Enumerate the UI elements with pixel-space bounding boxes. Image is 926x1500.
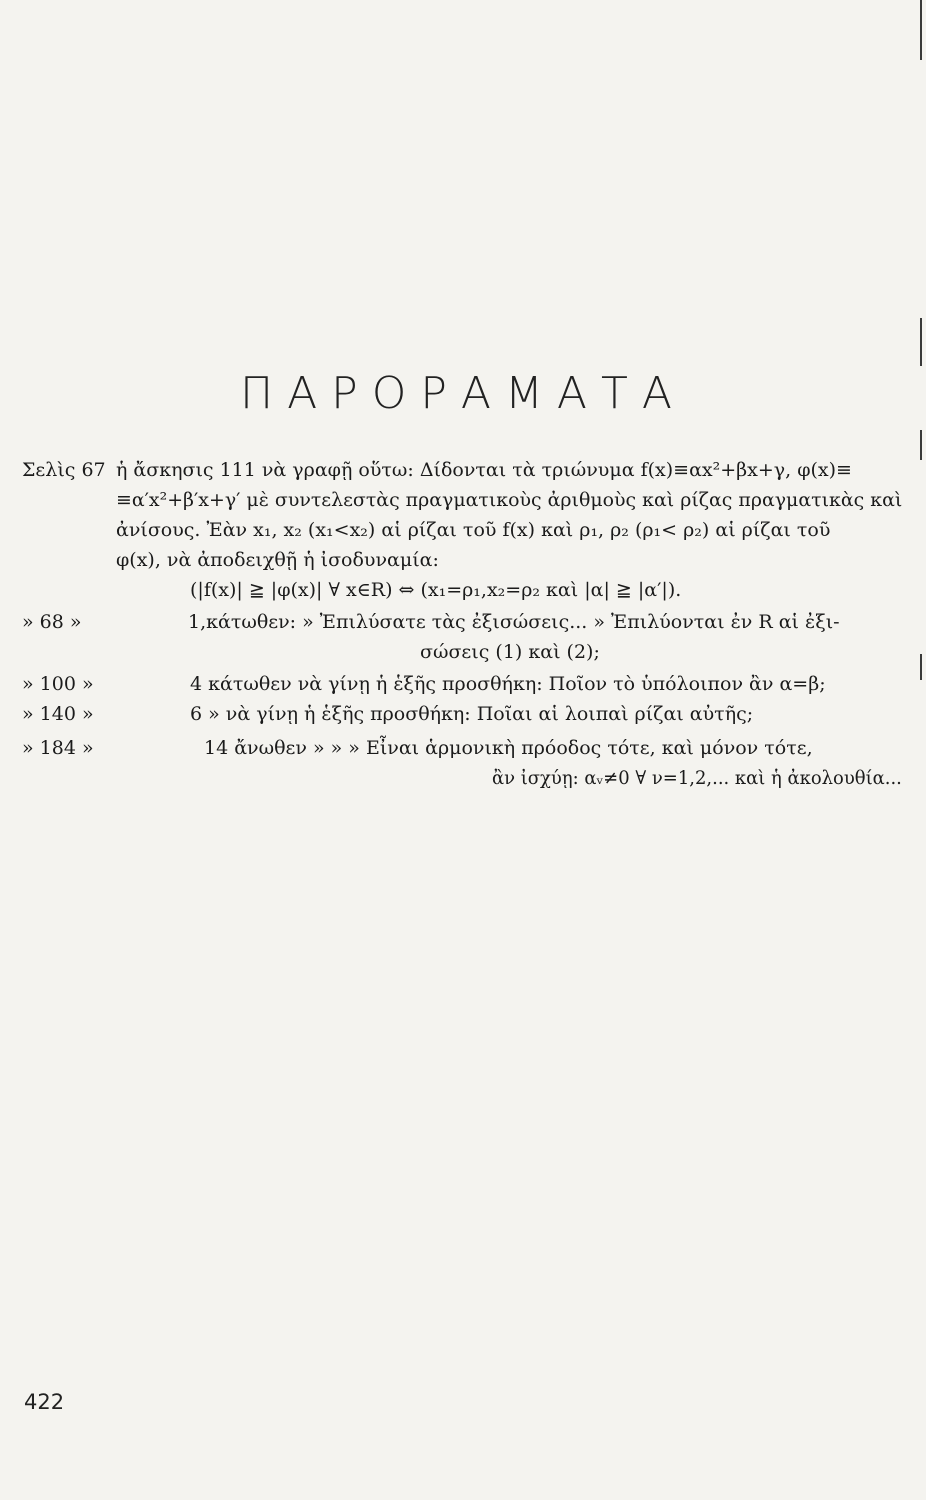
page-edge-mark xyxy=(920,430,922,460)
page-edge-mark xyxy=(920,654,922,680)
page-edge-mark xyxy=(920,318,922,366)
entry-text: ἡ ἄσκησις 111 νὰ γραφῇ οὕτω: Δίδονται τὰ τριώνυμα f(x)≡αx²+βx+γ, φ(x)≡ xyxy=(116,459,852,481)
entry-text: ἂν ἰσχύῃ: αᵥ≠0 ∀ ν=1,2,... καὶ ἡ ἀκολουθία... xyxy=(492,767,902,789)
entry-text: 14 ἄνωθεν » » » Εἶναι ἁρμονικὴ πρόοδος τότε, καὶ μόνον τότε, xyxy=(204,737,813,759)
page-reference: Σελὶς 67 xyxy=(22,459,106,481)
page-title: ΠΑΡΟΡΑΜΑΤΑ xyxy=(239,368,687,419)
page-reference: » 100 » xyxy=(22,673,94,695)
page-reference: » 68 » xyxy=(22,611,82,633)
entry-text: 1,κάτωθεν: » Ἐπιλύσατε τὰς ἐξισώσεις... » Ἐπιλύονται ἐν R αἱ ἐξι- xyxy=(188,611,840,633)
entry-text: ≡α′x²+β′x+γ′ μὲ συντελεστὰς πραγματικοὺς ἀριθμοὺς καὶ ρίζας πραγματικὰς καὶ xyxy=(116,489,903,511)
page-edge-mark xyxy=(920,0,922,60)
page-number: 422 xyxy=(24,1390,65,1414)
entry-text: σώσεις (1) καὶ (2); xyxy=(420,641,600,663)
page-reference: » 140 » xyxy=(22,703,94,725)
page-reference: » 184 » xyxy=(22,737,94,759)
entry-text: 4 κάτωθεν νὰ γίνῃ ἡ ἑξῆς προσθήκη: Ποῖον τὸ ὑπόλοιπον ἂν α=β; xyxy=(190,673,826,695)
entry-text: 6 » νὰ γίνῃ ἡ ἑξῆς προσθήκη: Ποῖαι αἱ λοιπαὶ ρίζαι αὐτῆς; xyxy=(190,703,754,725)
equivalence-formula: (|f(x)| ≧ |φ(x)| ∀ x∈R) ⇔ (x₁=ρ₁,x₂=ρ₂ καὶ |α| ≧ |α′|). xyxy=(190,579,682,601)
entry-text: ἀνίσους. Ἐὰν x₁, x₂ (x₁<x₂) αἱ ρίζαι τοῦ f(x) καὶ ρ₁, ρ₂ (ρ₁< ρ₂) αἱ ρίζαι τοῦ xyxy=(116,519,831,541)
entry-text: φ(x), νὰ ἀποδειχθῇ ἡ ἰσοδυναμία: xyxy=(116,549,439,571)
